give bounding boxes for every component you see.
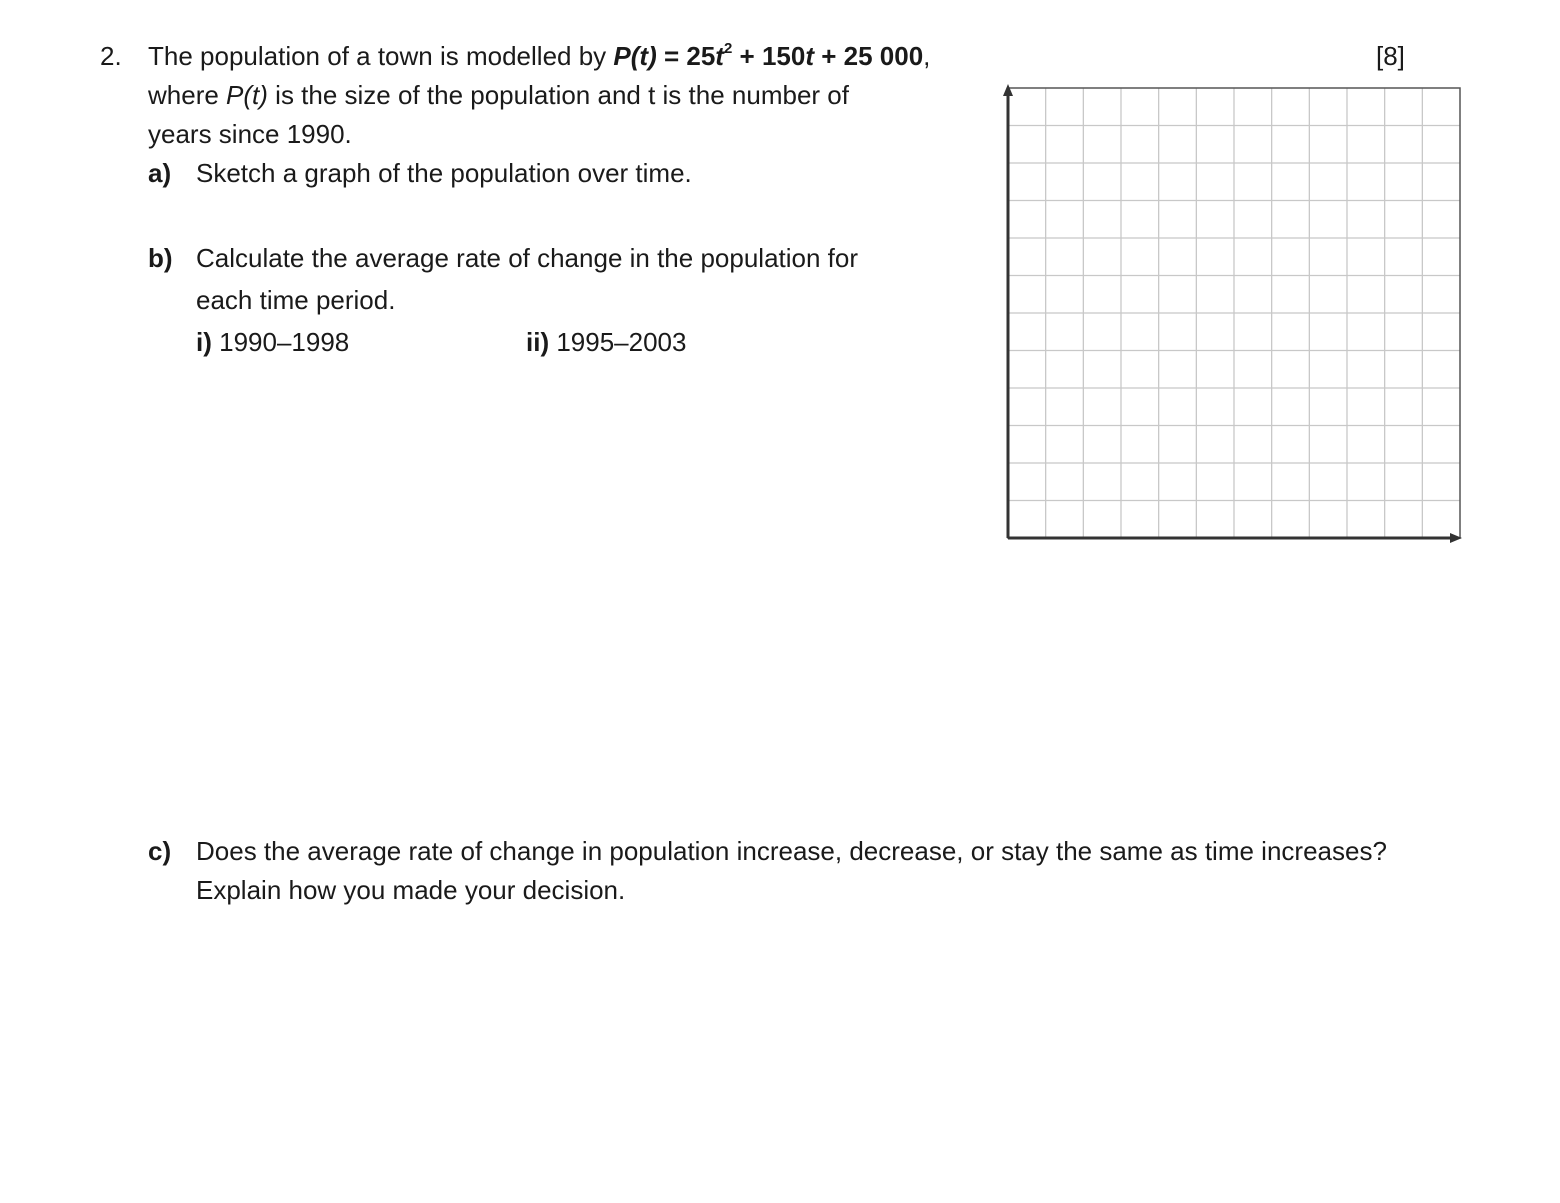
- formula-t1: t: [715, 41, 724, 71]
- part-a-label: a): [148, 158, 172, 188]
- part-b-text-line1: Calculate the average rate of change in the population for: [196, 243, 859, 273]
- stem-text: The population of a town is modelled by: [148, 41, 614, 71]
- marks-badge: [8]: [1376, 41, 1405, 71]
- part-b-label: b): [148, 243, 173, 273]
- formula-exponent: 2: [723, 40, 733, 57]
- part-c-text-line1: Does the average rate of change in population increase, decrease, or stay the same as time increases?: [196, 836, 1387, 866]
- part-b-sub-i: [196, 329, 349, 355]
- question-number: 2.: [100, 41, 122, 71]
- sub-i-text: 1990–1998: [211, 327, 350, 357]
- sub-ii-label: ii): [526, 327, 550, 357]
- formula-tail: + 25 000: [814, 41, 924, 71]
- formula-t2: t: [805, 41, 814, 71]
- formula-equals: = 25: [656, 41, 716, 71]
- blank-graph-grid: [1000, 80, 1470, 550]
- formula-lhs: P(t): [613, 41, 657, 71]
- stem-pt: P(t): [226, 80, 268, 110]
- part-c-label: c): [148, 836, 172, 866]
- sub-ii-text: 1995–2003: [549, 327, 687, 357]
- formula-comma: ,: [923, 41, 931, 71]
- part-b-sub-ii: [526, 329, 686, 355]
- stem-line2-rest: is the size of the population and t is the number of: [267, 80, 849, 110]
- question-stem-line2: [148, 82, 849, 108]
- formula-plus150: + 150: [732, 41, 806, 71]
- part-a-text: Sketch a graph of the population over time.: [196, 158, 692, 188]
- part-c-text-line2: Explain how you made your decision.: [196, 875, 626, 905]
- sub-i-label: i): [196, 327, 212, 357]
- grid-lines: [1008, 88, 1460, 538]
- question-stem-line1: [148, 40, 931, 71]
- formula: [613, 41, 923, 71]
- question-stem-line3: years since 1990.: [148, 119, 352, 149]
- y-axis-arrow-icon: [1003, 84, 1013, 96]
- part-b-text-line2: each time period.: [196, 285, 396, 315]
- stem-where: where: [148, 80, 227, 110]
